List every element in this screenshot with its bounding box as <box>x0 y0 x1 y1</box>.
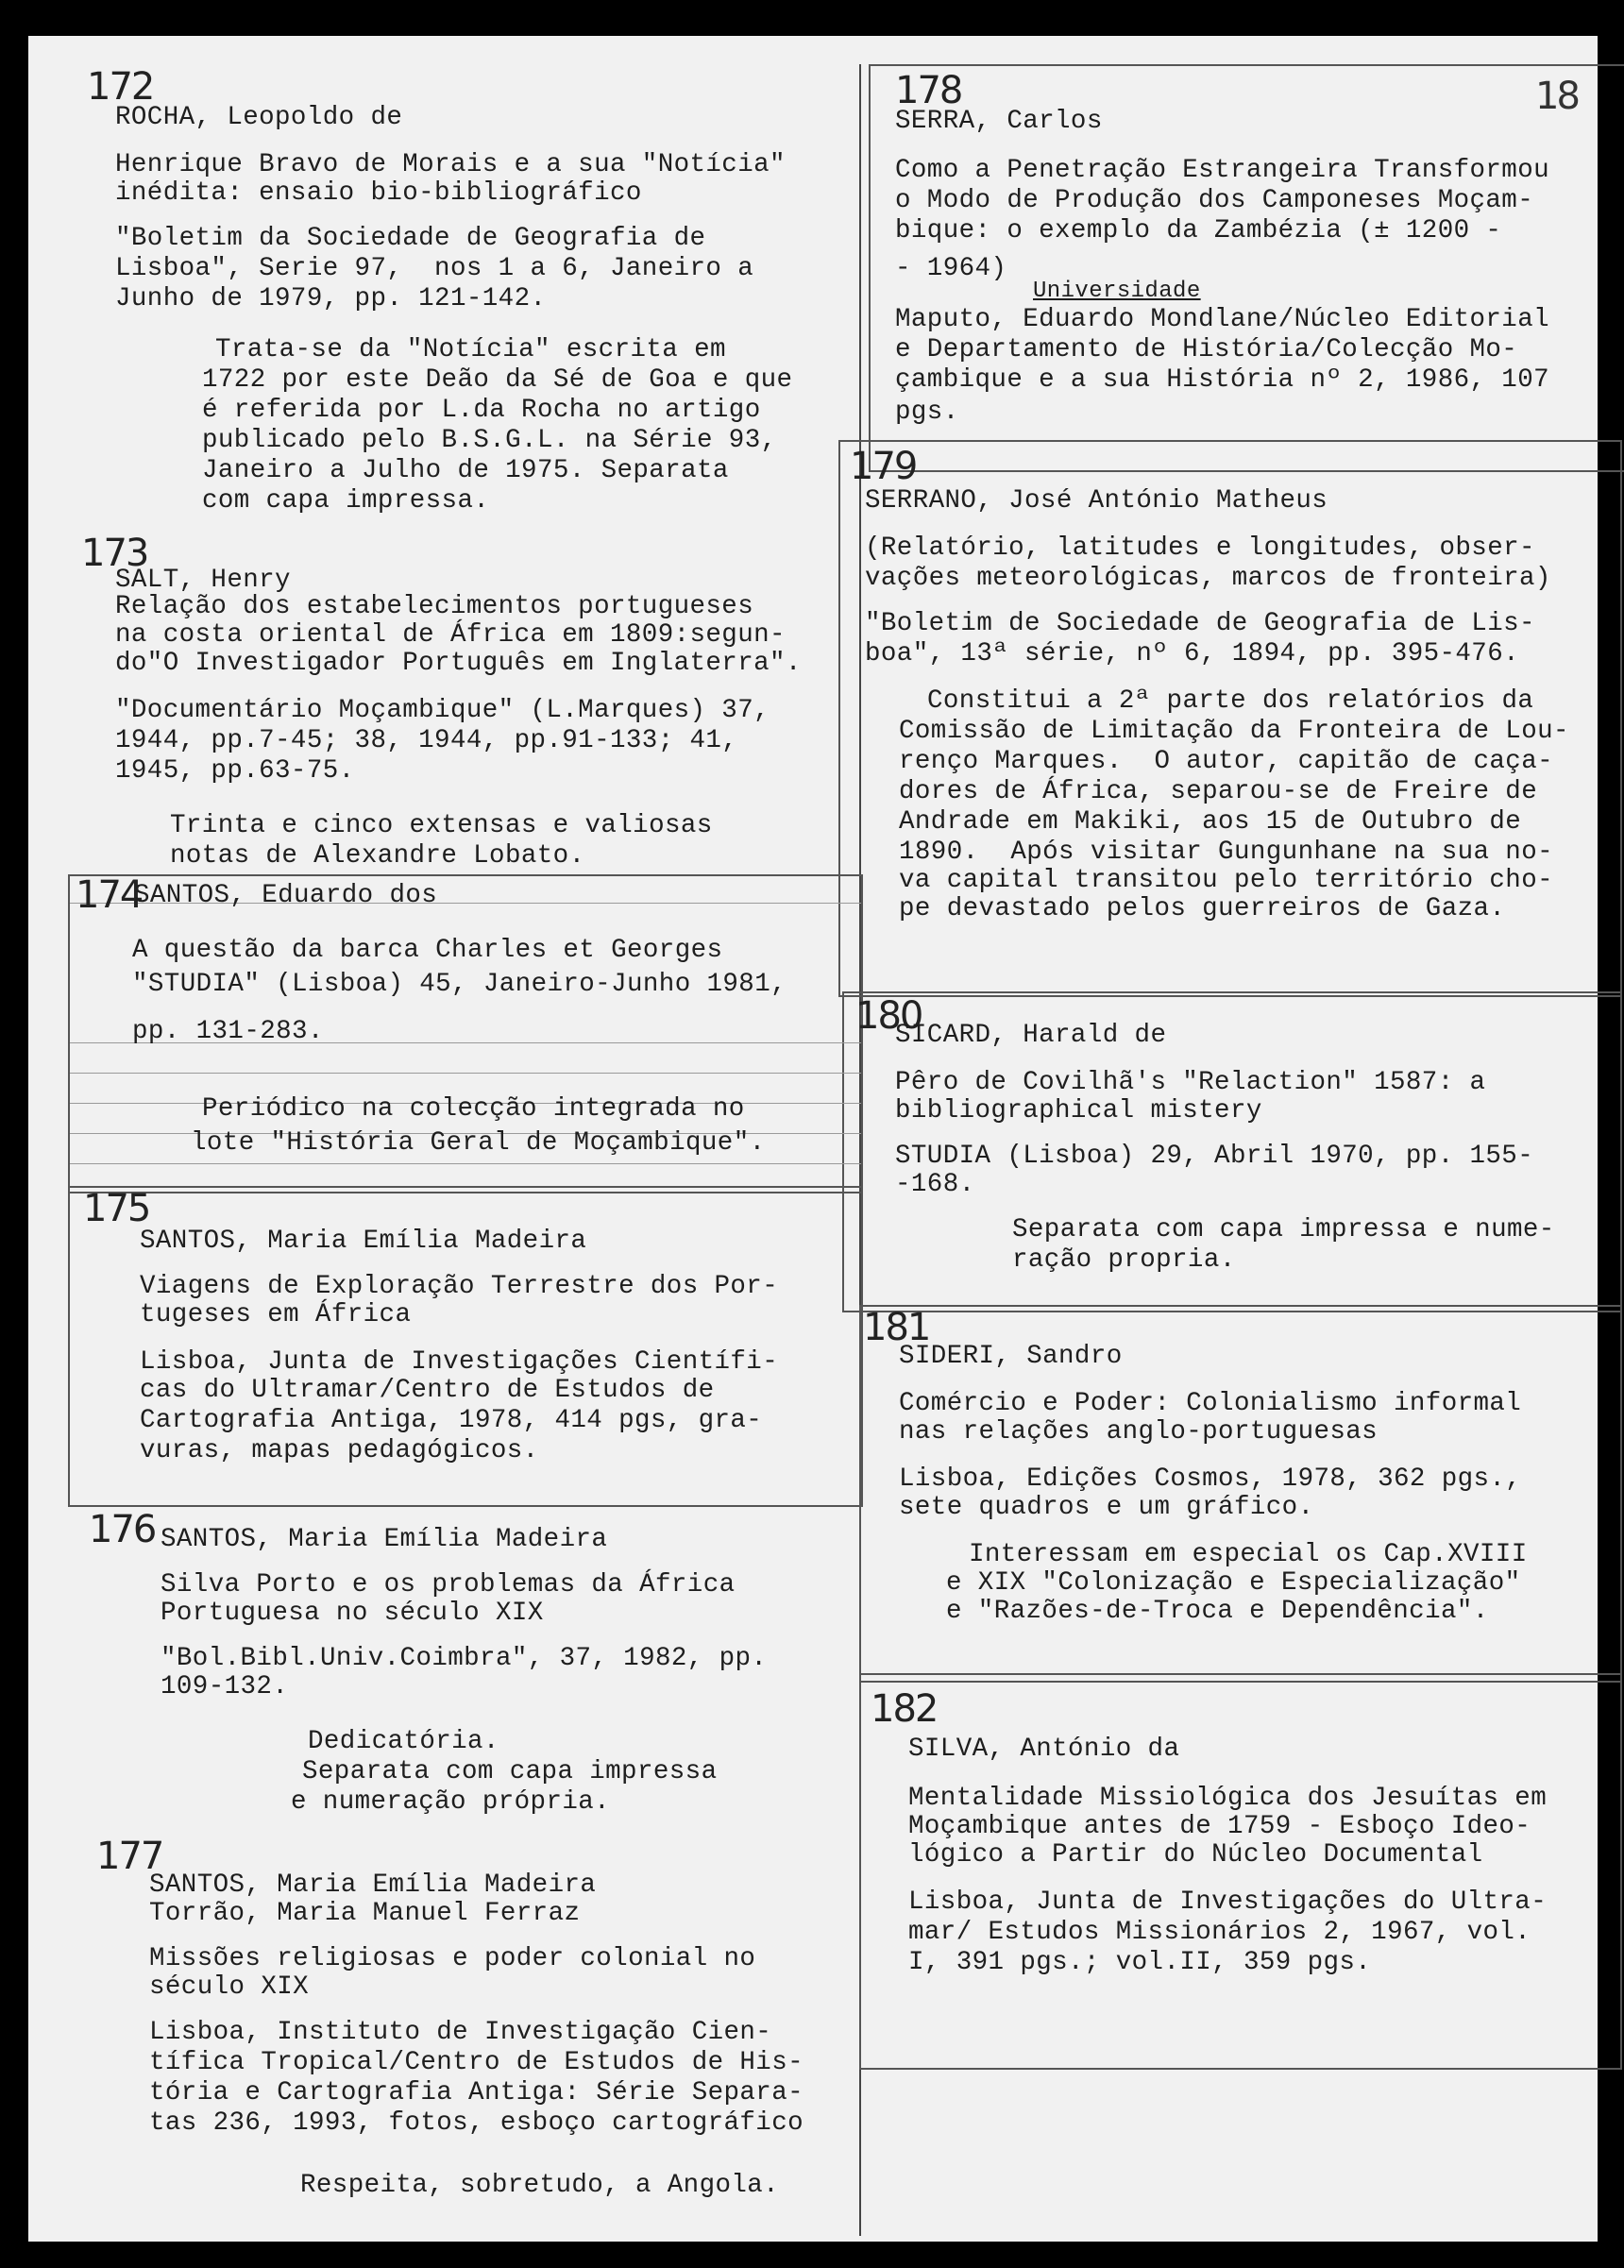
entry-181-note: e XIX "Colonização e Especialização" <box>946 1568 1521 1598</box>
entry-181-author: SIDERI, Sandro <box>899 1342 1123 1371</box>
entry-173-number: 173 <box>81 532 148 575</box>
entry-173-title: do"O Investigador Português em Inglaterra". <box>115 649 802 678</box>
entry-175-title: Viagens de Exploração Terrestre dos Por- <box>140 1272 779 1301</box>
entry-177-author: SANTOS, Maria Emília Madeira <box>149 1870 597 1900</box>
entry-179-number: 179 <box>850 445 917 488</box>
entry-172-note: com capa impressa. <box>202 486 490 516</box>
entry-176-title: Silva Porto e os problemas da África <box>161 1570 736 1599</box>
entry-176-author: SANTOS, Maria Emília Madeira <box>161 1525 608 1554</box>
entry-176-note: e numeração própria. <box>291 1787 611 1817</box>
entry-177-note: Respeita, sobretudo, a Angola. <box>300 2171 780 2200</box>
entry-176-title: Portuguesa no século XIX <box>161 1599 544 1628</box>
entry-176-number: 176 <box>89 1508 156 1551</box>
entry-175-number: 175 <box>83 1187 150 1230</box>
entry-180-source: STUDIA (Lisboa) 29, Abril 1970, pp. 155- <box>895 1142 1534 1171</box>
entry-172-note: Trata-se da "Notícia" escrita em <box>215 335 726 364</box>
entry-181-note: e "Razões-de-Troca e Dependência". <box>946 1597 1489 1626</box>
entry-174-source: pp. 131-283. <box>132 1017 324 1046</box>
entry-178-source: e Departamento de História/Colecção Mo- <box>895 335 1518 364</box>
entry-179-note: Andrade em Makiki, aos 15 de Outubro de <box>899 807 1522 837</box>
entry-173-note: notas de Alexandre Lobato. <box>170 841 585 871</box>
entry-180-note: Separata com capa impressa e nume- <box>1012 1215 1555 1244</box>
entry-173-source: "Documentário Moçambique" (L.Marques) 37, <box>115 696 770 725</box>
entry-180-title: bibliographical mistery <box>895 1096 1262 1126</box>
entry-175-source: cas do Ultramar/Centro de Estudos de <box>140 1376 715 1405</box>
entry-179-note: Constitui a 2ª parte dos relatórios da <box>927 686 1534 716</box>
entry-182-author: SILVA, António da <box>908 1735 1180 1764</box>
entry-179-note: va capital transitou pelo território cho- <box>899 866 1554 895</box>
entry-174-note: lote "História Geral de Moçambique". <box>191 1128 766 1158</box>
entry-178-handwritten-insert: Universidade <box>1033 279 1201 304</box>
entry-174-note: Periódico na colecção integrada no <box>202 1094 745 1124</box>
entry-181-title: nas relações anglo-portuguesas <box>899 1417 1379 1447</box>
entry-175-source: vuras, mapas pedagógicos. <box>140 1436 539 1465</box>
entry-172-source: Lisboa", Serie 97, nos 1 a 6, Janeiro a <box>115 254 754 283</box>
entry-174-number: 174 <box>76 873 143 917</box>
entry-172-note: publicado pelo B.S.G.L. na Série 93, <box>202 426 777 455</box>
entry-172-author: ROCHA, Leopoldo de <box>115 103 403 132</box>
entry-174-source: "STUDIA" (Lisboa) 45, Janeiro-Junho 1981, <box>132 970 787 999</box>
entry-179-title: (Relatório, latitudes e longitudes, obser- <box>865 533 1535 563</box>
entry-174-author: SANTOS, Eduardo dos <box>134 881 438 910</box>
entry-172-source: "Boletim da Sociedade de Geografia de <box>115 224 706 253</box>
entry-179-source: "Boletim de Sociedade de Geografia de Lis- <box>865 609 1535 638</box>
entry-182-source: mar/ Estudos Missionários 2, 1967, vol. <box>908 1918 1531 1947</box>
entry-172-note: 1722 por este Deão da Sé de Goa e que <box>202 365 793 395</box>
entry-175-title: tugeses em África <box>140 1300 412 1329</box>
entry-181-source: sete quadros e um gráfico. <box>899 1493 1314 1522</box>
entry-175-source: Cartografia Antiga, 1978, 414 pgs, gra- <box>140 1406 763 1435</box>
entry-178-title: Como a Penetração Estrangeira Transformou <box>895 156 1550 185</box>
entry-172-source: Junho de 1979, pp. 121-142. <box>115 284 547 313</box>
card-174-rule <box>70 1073 861 1074</box>
entry-178-source: pgs. <box>895 398 959 427</box>
entry-177-number: 177 <box>96 1835 163 1878</box>
entry-176-note: Separata com capa impressa <box>302 1757 718 1786</box>
entry-179-note: pe devastado pelos guerreiros de Gaza. <box>899 894 1506 923</box>
entry-172-note: Janeiro a Julho de 1975. Separata <box>202 456 729 485</box>
card-182 <box>859 1673 1622 2070</box>
entry-180-source: -168. <box>895 1170 975 1199</box>
entry-172-number: 172 <box>87 65 154 109</box>
entry-177-title: Missões religiosas e poder colonial no <box>149 1944 756 1973</box>
entry-178-source: çambique e a sua História nº 2, 1986, 107 <box>895 365 1550 395</box>
entry-179-author: SERRANO, José António Matheus <box>865 486 1328 516</box>
entry-181-number: 181 <box>863 1306 930 1349</box>
entry-180-number: 180 <box>855 994 922 1038</box>
entry-175-source: Lisboa, Junta de Investigações Científi- <box>140 1347 779 1377</box>
entry-177-source: Lisboa, Instituto de Investigação Cien- <box>149 2018 772 2047</box>
entry-173-title: na costa oriental de África em 1809:segun- <box>115 620 786 650</box>
entry-178-author: SERRA, Carlos <box>895 107 1103 136</box>
entry-177-source: tas 236, 1993, fotos, esboço cartográfico <box>149 2108 804 2138</box>
entry-178-title: - 1964) <box>895 254 1007 283</box>
entry-172-title: inédita: ensaio bio-bibliográfico <box>115 178 642 208</box>
entry-182-source: I, 391 pgs.; vol.II, 359 pgs. <box>908 1948 1372 1977</box>
entry-181-source: Lisboa, Edições Cosmos, 1978, 362 pgs., <box>899 1464 1522 1494</box>
entry-182-title: Mentalidade Missiológica dos Jesuítas em <box>908 1784 1548 1813</box>
entry-177-source: tífica Tropical/Centro de Estudos de His- <box>149 2048 804 2077</box>
entry-172-note: é referida por L.da Rocha no artigo <box>202 396 761 425</box>
entry-179-source: boa", 13ª série, nº 6, 1894, pp. 395-476. <box>865 639 1520 669</box>
entry-179-note: renço Marques. O autor, capitão de caça- <box>899 747 1554 776</box>
entry-173-title: Relação dos estabelecimentos portugueses <box>115 592 754 621</box>
entry-181-note: Interessam em especial os Cap.XVIII <box>969 1540 1528 1569</box>
entry-182-source: Lisboa, Junta de Investigações do Ultra- <box>908 1887 1548 1917</box>
entry-179-note: dores de África, separou-se de Freire de <box>899 777 1538 806</box>
entry-176-source: "Bol.Bibl.Univ.Coimbra", 37, 1982, pp. <box>161 1644 768 1673</box>
entry-178-title: o Modo de Produção dos Camponeses Moçam- <box>895 186 1534 215</box>
entry-177-author: Torrão, Maria Manuel Ferraz <box>149 1899 581 1928</box>
entry-179-title: vações meteorológicas, marcos de fronteira) <box>865 564 1551 593</box>
entry-172-title: Henrique Bravo de Morais e a sua "Notícia" <box>115 150 786 179</box>
entry-182-title: Moçambique antes de 1759 - Esboço Ideo- <box>908 1812 1531 1841</box>
entry-173-author: SALT, Henry <box>115 566 291 595</box>
page-number: 18 <box>1535 75 1578 118</box>
catalogue-page <box>28 36 1598 2242</box>
entry-180-title: Pêro de Covilhã's "Relaction" 1587: a <box>895 1068 1486 1097</box>
entry-178-title: bique: o exemplo da Zambézia (± 1200 - <box>895 216 1502 245</box>
entry-178-number: 178 <box>895 69 962 112</box>
entry-182-number: 182 <box>871 1687 938 1731</box>
entry-173-source: 1944, pp.7-45; 38, 1944, pp.91-133; 41, <box>115 726 738 755</box>
entry-179-note: 1890. Após visitar Gungunhane na sua no- <box>899 838 1554 867</box>
entry-175-author: SANTOS, Maria Emília Madeira <box>140 1227 587 1256</box>
entry-180-author: SICARD, Harald de <box>895 1021 1167 1050</box>
entry-182-title: lógico a Partir do Núcleo Documental <box>908 1840 1483 1870</box>
entry-181-title: Comércio e Poder: Colonialismo informal <box>899 1389 1522 1418</box>
entry-178-source: Maputo, Eduardo Mondlane/Núcleo Editorial <box>895 305 1550 334</box>
entry-179-note: Comissão de Limitação da Fronteira de Lou- <box>899 717 1569 746</box>
entry-177-source: tória e Cartografia Antiga: Série Separa- <box>149 2078 804 2107</box>
entry-176-source: 109-132. <box>161 1672 289 1701</box>
entry-176-note: Dedicatória. <box>308 1727 499 1756</box>
entry-174-title: A questão da barca Charles et Georges <box>132 936 723 965</box>
entry-177-title: século XIX <box>149 1972 310 2002</box>
entry-180-note: ração propria. <box>1012 1245 1236 1275</box>
card-174-rule <box>70 1163 861 1164</box>
entry-173-source: 1945, pp.63-75. <box>115 756 355 786</box>
entry-173-note: Trinta e cinco extensas e valiosas <box>170 811 713 840</box>
